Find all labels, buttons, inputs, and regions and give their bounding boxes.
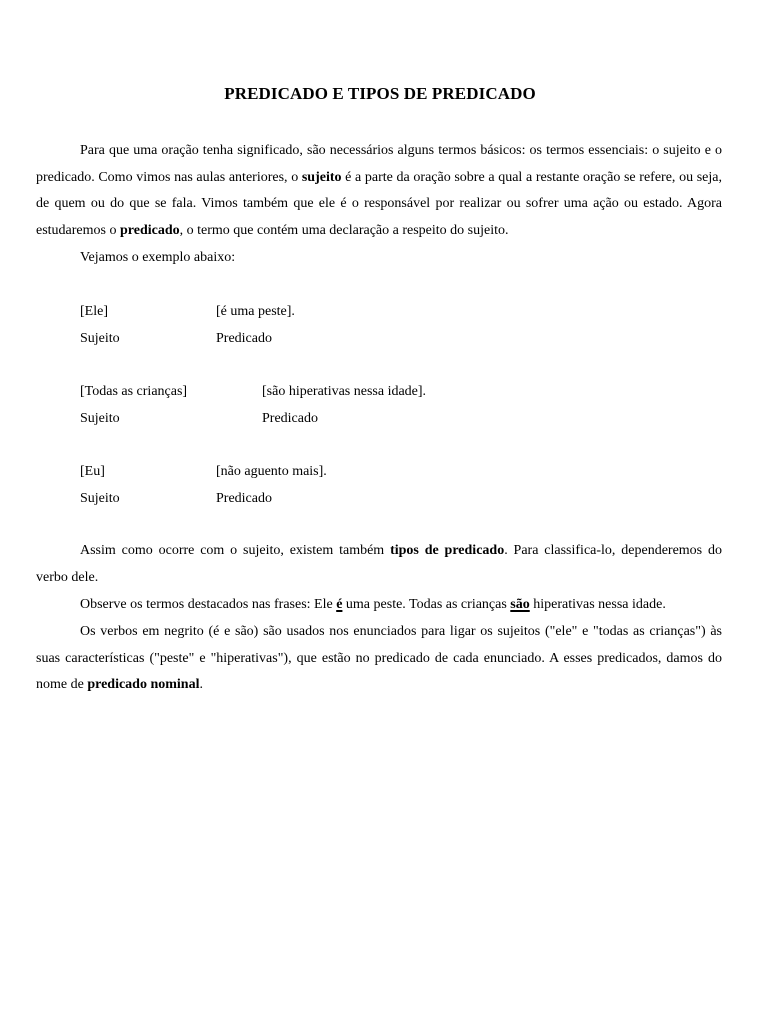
example-2-subject-label: Sujeito (80, 411, 120, 426)
document-title: PREDICADO E TIPOS DE PREDICADO (224, 84, 536, 103)
observe-text-3: hiperativas nessa idade. (529, 597, 666, 612)
types-paragraph (36, 538, 722, 591)
example-1-predicate: [é uma peste]. (216, 304, 295, 319)
intro-paragraph (36, 138, 722, 244)
example-2-predicate: [são hiperativas nessa idade]. (262, 384, 427, 399)
verbs-text-2: . (199, 677, 203, 693)
observe-paragraph (36, 592, 722, 619)
example-2-predicate-label: Predicado (262, 411, 318, 426)
verbs-paragraph (36, 619, 722, 699)
observe-bold-e: é (336, 597, 343, 612)
verbs-bold-predicado-nominal: predicado nominal (87, 677, 200, 693)
types-text-1: Assim como ocorre com o sujeito, existem também (80, 543, 391, 558)
observe-text-2: uma peste. Todas as crianças (342, 597, 511, 612)
example-1-predicate-label: Predicado (216, 331, 272, 346)
example-intro: Vejamos o exemplo abaixo: (80, 250, 236, 265)
intro-bold-predicado: predicado (119, 222, 180, 238)
example-3-predicate: [não aguento mais]. (216, 464, 327, 479)
observe-text-1: Observe os termos destacados nas frases: Ele (80, 597, 337, 612)
verbs-text-1: Os verbos em negrito (é e são) são usados nos enunciados para ligar os sujeitos ("ele" e "todas as crianças") às suas características ("peste" e "hiperativas"), que estão no predicado de cada enunciado. A esses predicados, damos do nome de (36, 624, 722, 693)
intro-text-3: , o termo que contém uma declaração a respeito do sujeito. (179, 222, 509, 238)
intro-text-2: é a parte da oração sobre a qual a restante oração se refere, ou seja, de quem ou do que se fala. Vimos também que ele é o responsável por realizar ou sofrer uma ação ou estado. Agora estudaremos o (36, 169, 722, 238)
observe-bold-sao: são (510, 597, 530, 612)
example-3-subject: [Eu] (80, 464, 105, 479)
example-3-predicate-label: Predicado (216, 491, 272, 506)
example-2-subject: [Todas as crianças] (80, 384, 188, 399)
example-1-subject: [Ele] (80, 304, 108, 319)
intro-text-1: Para que uma oração tenha significado, são necessários alguns termos básicos: os termos essenciais: o sujeito e o predicado. Como vimos nas aulas anteriores, o (36, 143, 722, 185)
intro-bold-sujeito: sujeito (301, 169, 342, 185)
example-3-subject-label: Sujeito (80, 491, 120, 506)
types-text-2: . Para classifica-lo, dependeremos do verbo dele. (36, 543, 722, 585)
types-bold: tipos de predicado (390, 543, 505, 558)
example-1-subject-label: Sujeito (80, 331, 120, 346)
